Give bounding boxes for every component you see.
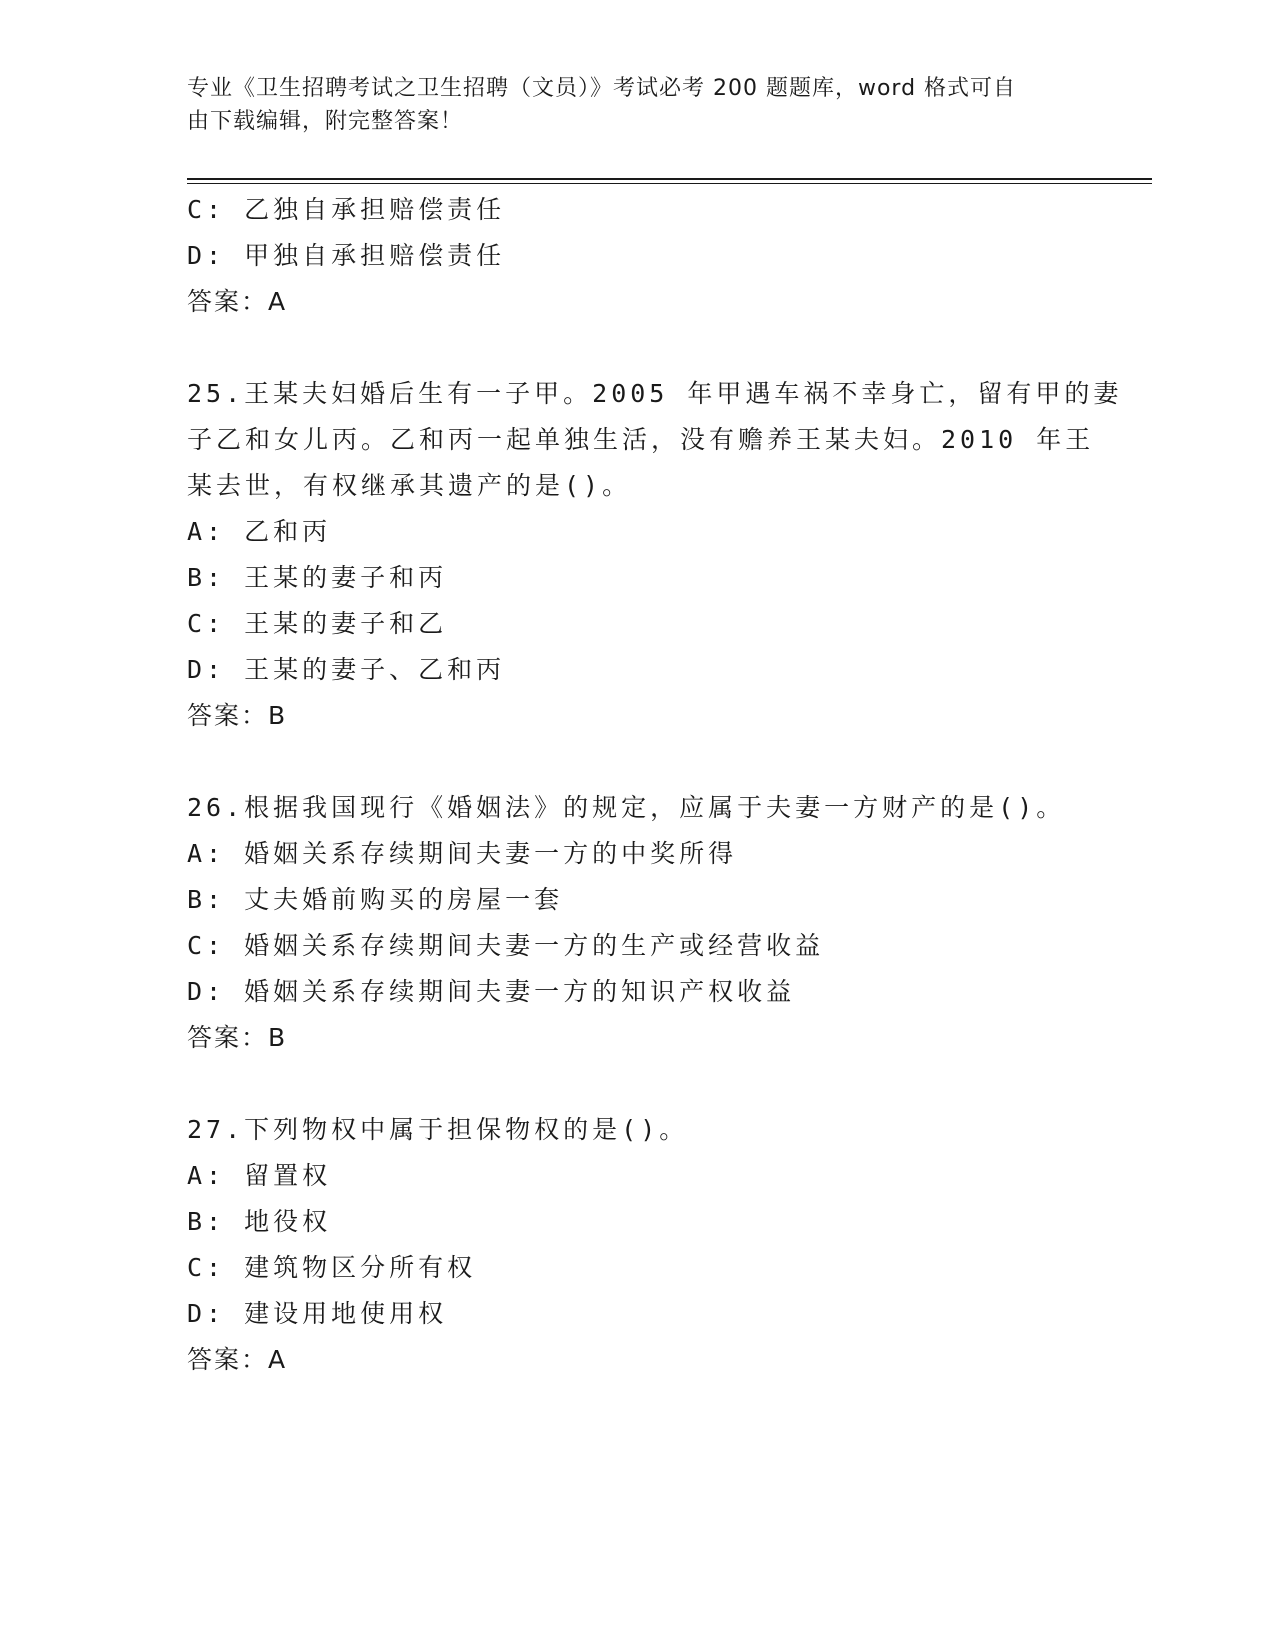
answer-label: 答案：B (187, 1023, 288, 1052)
question-27 (187, 1107, 1117, 1383)
option-c: C: 乙独自承担赔偿责任 (187, 195, 506, 224)
answer-label: 答案：A (187, 1345, 288, 1374)
question-stem-line: 26.根据我国现行《婚姻法》的规定，应属于夫妻一方财产的是()。 (187, 793, 1066, 822)
option-c: C: 王某的妻子和乙 (187, 609, 448, 638)
header-divider-thick (187, 178, 1152, 180)
option-c: C: 婚姻关系存续期间夫妻一方的生产或经营收益 (187, 931, 825, 960)
question-26 (187, 785, 1117, 1061)
header-line-1: 专业《卫生招聘考试之卫生招聘（文员）》考试必考 200 题题库，word 格式可自 (187, 76, 1017, 101)
question-gap (187, 325, 1117, 371)
question-list (187, 187, 1123, 1383)
header-divider-thin (187, 183, 1152, 184)
question-stem-line: 子乙和女儿丙。乙和丙一起单独生活，没有赡养王某夫妇。2010 年王 (187, 425, 1095, 454)
question-25 (187, 371, 1123, 739)
question-stem-line: 27.下列物权中属于担保物权的是()。 (187, 1115, 689, 1144)
question-24-continued (187, 187, 1117, 325)
question-stem-line: 某去世，有权继承其遗产的是()。 (187, 471, 632, 500)
option-d: D: 甲独自承担赔偿责任 (187, 241, 506, 270)
option-b: B: 王某的妻子和丙 (187, 563, 448, 592)
option-a: A: 留置权 (187, 1161, 332, 1190)
option-b: B: 地役权 (187, 1207, 332, 1236)
header-line-2: 由下载编辑，附完整答案！ (187, 109, 464, 134)
answer-label: 答案：B (187, 701, 288, 730)
option-d: D: 婚姻关系存续期间夫妻一方的知识产权收益 (187, 977, 796, 1006)
option-d: D: 王某的妻子、乙和丙 (187, 655, 506, 684)
option-a: A: 婚姻关系存续期间夫妻一方的中奖所得 (187, 839, 738, 868)
document-header (187, 72, 1087, 138)
answer-label: 答案：A (187, 287, 288, 316)
question-gap (187, 739, 1117, 785)
question-stem-line: 25.王某夫妇婚后生有一子甲。2005 年甲遇车祸不幸身亡，留有甲的妻 (187, 379, 1123, 408)
option-c: C: 建筑物区分所有权 (187, 1253, 477, 1282)
option-d: D: 建设用地使用权 (187, 1299, 448, 1328)
option-b: B: 丈夫婚前购买的房屋一套 (187, 885, 564, 914)
option-a: A: 乙和丙 (187, 517, 332, 546)
question-gap (187, 1061, 1117, 1107)
